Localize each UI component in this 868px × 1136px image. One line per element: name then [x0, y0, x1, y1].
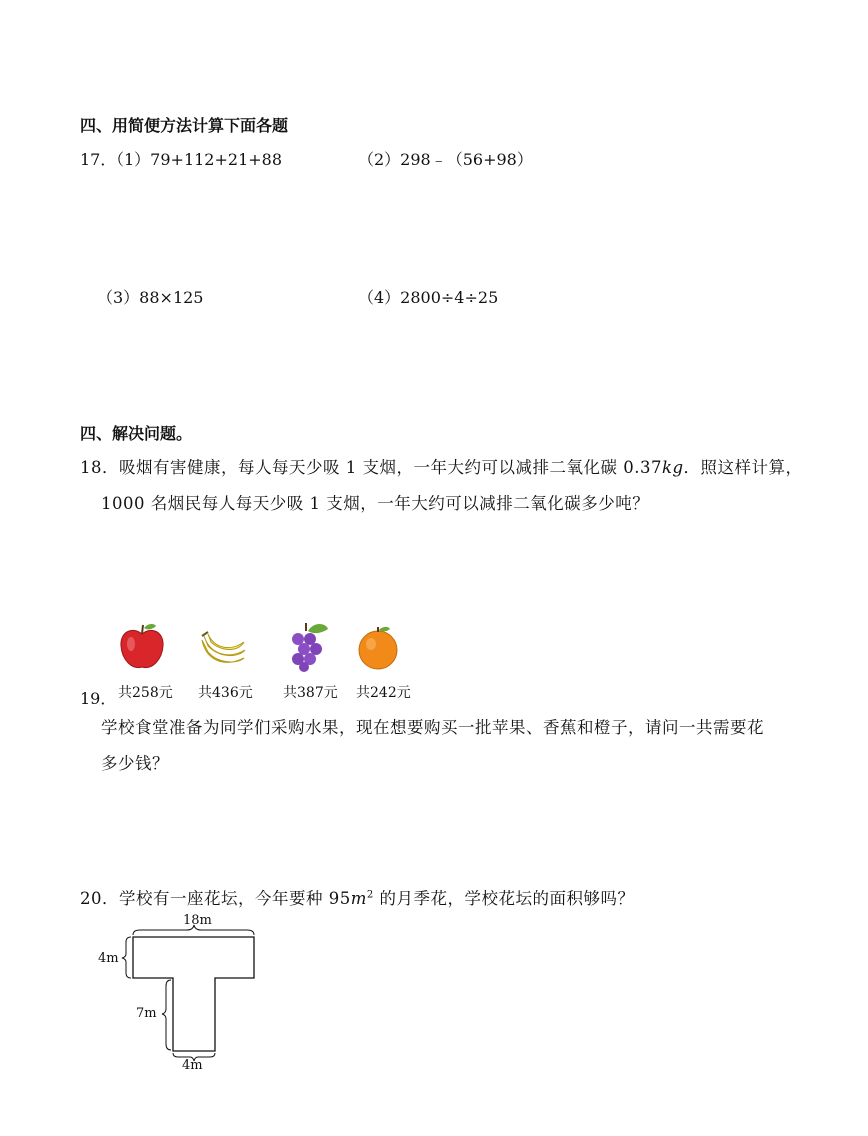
q17-item-2: （2）298﹣（56+98）: [358, 150, 533, 169]
q20-text-b: 的月季花，学校花坛的面积够吗？: [373, 889, 635, 908]
flower-bed-diagram: [90, 910, 270, 1080]
stem-brace: [162, 980, 171, 1050]
q18-text-a: 吸烟有害健康，每人每天少吸 1 支烟，一年大约可以减排二氧化碳 0.37: [119, 458, 662, 477]
banana-price: 共436元: [198, 685, 253, 701]
q20-text-a: 学校有一座花坛，今年要种 95: [119, 889, 351, 908]
q18-unit: kg: [661, 458, 684, 477]
q19-line-1: 学校食堂准备为同学们采购水果，现在想要购买一批苹果、香蕉和橙子，请问一共需要花: [101, 718, 764, 737]
apple-price: 共258元: [118, 685, 173, 701]
q18-text-b: ．照这样计算，: [683, 458, 803, 477]
dim-bottom-label: 4m: [182, 1058, 203, 1073]
banana-icon: [198, 630, 248, 670]
q17-item-1: （1）79+112+21+88: [108, 150, 283, 169]
q18-line-1: [80, 454, 803, 478]
dim-top-label: 18m: [183, 913, 212, 928]
grape-icon: [288, 621, 330, 673]
q20-unit: m: [350, 889, 367, 908]
q17-item-3: （3）88×125: [97, 288, 204, 307]
orange-icon: [356, 624, 400, 672]
question-18-number: 18．: [80, 458, 119, 477]
left-top-brace: [122, 937, 131, 978]
t-shape-outline: [133, 937, 254, 1051]
section-heading-calc: 四、用简便方法计算下面各题: [80, 116, 289, 135]
q18-line-2: 1000 名烟民每人每天少吸 1 支烟，一年大约可以减排二氧化碳多少吨？: [101, 494, 650, 513]
grape-price: 共387元: [283, 685, 338, 701]
question-17-number: 17．: [80, 150, 117, 169]
apple-icon: [118, 622, 166, 672]
q20-unit-sup: 2: [366, 889, 374, 901]
q20-line: [80, 885, 635, 909]
section-heading-problems: 四、解决问题。: [80, 424, 193, 443]
question-20-number: 20．: [80, 889, 119, 908]
question-19-number: 19．: [80, 689, 117, 708]
orange-price: 共242元: [356, 685, 411, 701]
dim-left-top-label: 4m: [98, 951, 119, 966]
dim-stem-label: 7m: [136, 1006, 157, 1021]
q19-line-2: 多少钱？: [101, 754, 169, 773]
q17-item-4: （4）2800÷4÷25: [358, 288, 499, 307]
